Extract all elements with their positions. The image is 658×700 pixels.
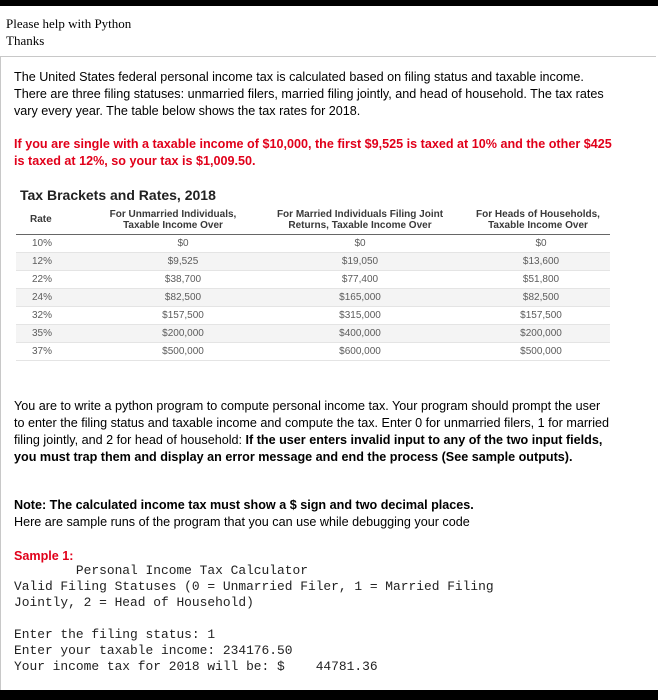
task-text: You are to write a python program to compute personal income tax. Your program should prompt the user to enter the filing status and taxable income and compute the tax. Enter 0 for unmarried filers, 1 for married filing jointly, and 2 for head of household: bbox=[14, 399, 610, 447]
task-paragraph bbox=[14, 398, 614, 466]
header-married: For Married Individuals Filing Joint Returns, Taxable Income Over bbox=[254, 205, 466, 235]
married-cell: $600,000 bbox=[254, 343, 466, 361]
married-cell: $165,000 bbox=[254, 289, 466, 307]
unmarried-cell: $0 bbox=[92, 235, 254, 253]
table-row bbox=[16, 235, 610, 253]
sample-label: Sample 1: bbox=[14, 549, 74, 563]
household-cell: $200,000 bbox=[466, 325, 610, 343]
married-cell: $0 bbox=[254, 235, 466, 253]
household-cell: $13,600 bbox=[466, 253, 610, 271]
header-rate: Rate bbox=[16, 205, 92, 235]
rate-cell: 10% bbox=[16, 235, 92, 253]
married-cell: $400,000 bbox=[254, 325, 466, 343]
household-cell: $82,500 bbox=[466, 289, 610, 307]
rate-cell: 12% bbox=[16, 253, 92, 271]
married-cell: $19,050 bbox=[254, 253, 466, 271]
unmarried-cell: $38,700 bbox=[92, 271, 254, 289]
household-cell: $500,000 bbox=[466, 343, 610, 361]
note-paragraph bbox=[14, 497, 614, 531]
example-paragraph: If you are single with a taxable income of $10,000, the first $9,525 is taxed at 10% and the other $425 is taxed at 12%, so your tax is $1,009.50. bbox=[14, 137, 612, 168]
question-header bbox=[6, 15, 131, 49]
table-header-row bbox=[16, 205, 610, 235]
unmarried-cell: $82,500 bbox=[92, 289, 254, 307]
table-body bbox=[16, 235, 610, 361]
top-border-bar bbox=[0, 0, 658, 6]
question-line-1: Please help with Python bbox=[6, 16, 132, 31]
table-row bbox=[16, 343, 610, 361]
intro-paragraph: The United States federal personal income tax is calculated based on filing status and taxable income. There are three filing statuses: unmarried filers, married filing jointly, and head of household. The tax rates vary every year. The table below shows the tax rates for 2018. bbox=[14, 70, 604, 118]
header-unmarried: For Unmarried Individuals, Taxable Income Over bbox=[92, 205, 254, 235]
rate-cell: 22% bbox=[16, 271, 92, 289]
bottom-border-bar bbox=[0, 690, 658, 700]
table-row bbox=[16, 325, 610, 343]
household-cell: $157,500 bbox=[466, 307, 610, 325]
note-text: Here are sample runs of the program that you can use while debugging your code bbox=[14, 515, 470, 529]
table-row bbox=[16, 289, 610, 307]
unmarried-cell: $200,000 bbox=[92, 325, 254, 343]
tax-brackets-table bbox=[16, 205, 610, 361]
header-household: For Heads of Households, Taxable Income Over bbox=[466, 205, 610, 235]
household-cell: $51,800 bbox=[466, 271, 610, 289]
married-cell: $315,000 bbox=[254, 307, 466, 325]
question-line-2: Thanks bbox=[6, 33, 45, 48]
table-title: Tax Brackets and Rates, 2018 bbox=[20, 187, 216, 203]
married-cell: $77,400 bbox=[254, 271, 466, 289]
table-row bbox=[16, 307, 610, 325]
unmarried-cell: $500,000 bbox=[92, 343, 254, 361]
table-row bbox=[16, 271, 610, 289]
rate-cell: 35% bbox=[16, 325, 92, 343]
rate-cell: 37% bbox=[16, 343, 92, 361]
unmarried-cell: $9,525 bbox=[92, 253, 254, 271]
sample-console-output: Personal Income Tax Calculator Valid Filing Statuses (0 = Unmarried Filer, 1 = Married Filing Jointly, 2 = Head of Household) Enter the filing status: 1 Enter your taxable income: 234176.50 Your income tax for 2018 will be: $ 44781.36 bbox=[14, 563, 494, 674]
rate-cell: 24% bbox=[16, 289, 92, 307]
unmarried-cell: $157,500 bbox=[92, 307, 254, 325]
table-row bbox=[16, 253, 610, 271]
household-cell: $0 bbox=[466, 235, 610, 253]
task-requirement: If the user enters invalid input to any of the two input fields, you must trap them and display an error message and end the process (See sample outputs). bbox=[14, 433, 603, 464]
note-requirement: Note: The calculated income tax must show a $ sign and two decimal places. bbox=[14, 498, 474, 512]
rate-cell: 32% bbox=[16, 307, 92, 325]
